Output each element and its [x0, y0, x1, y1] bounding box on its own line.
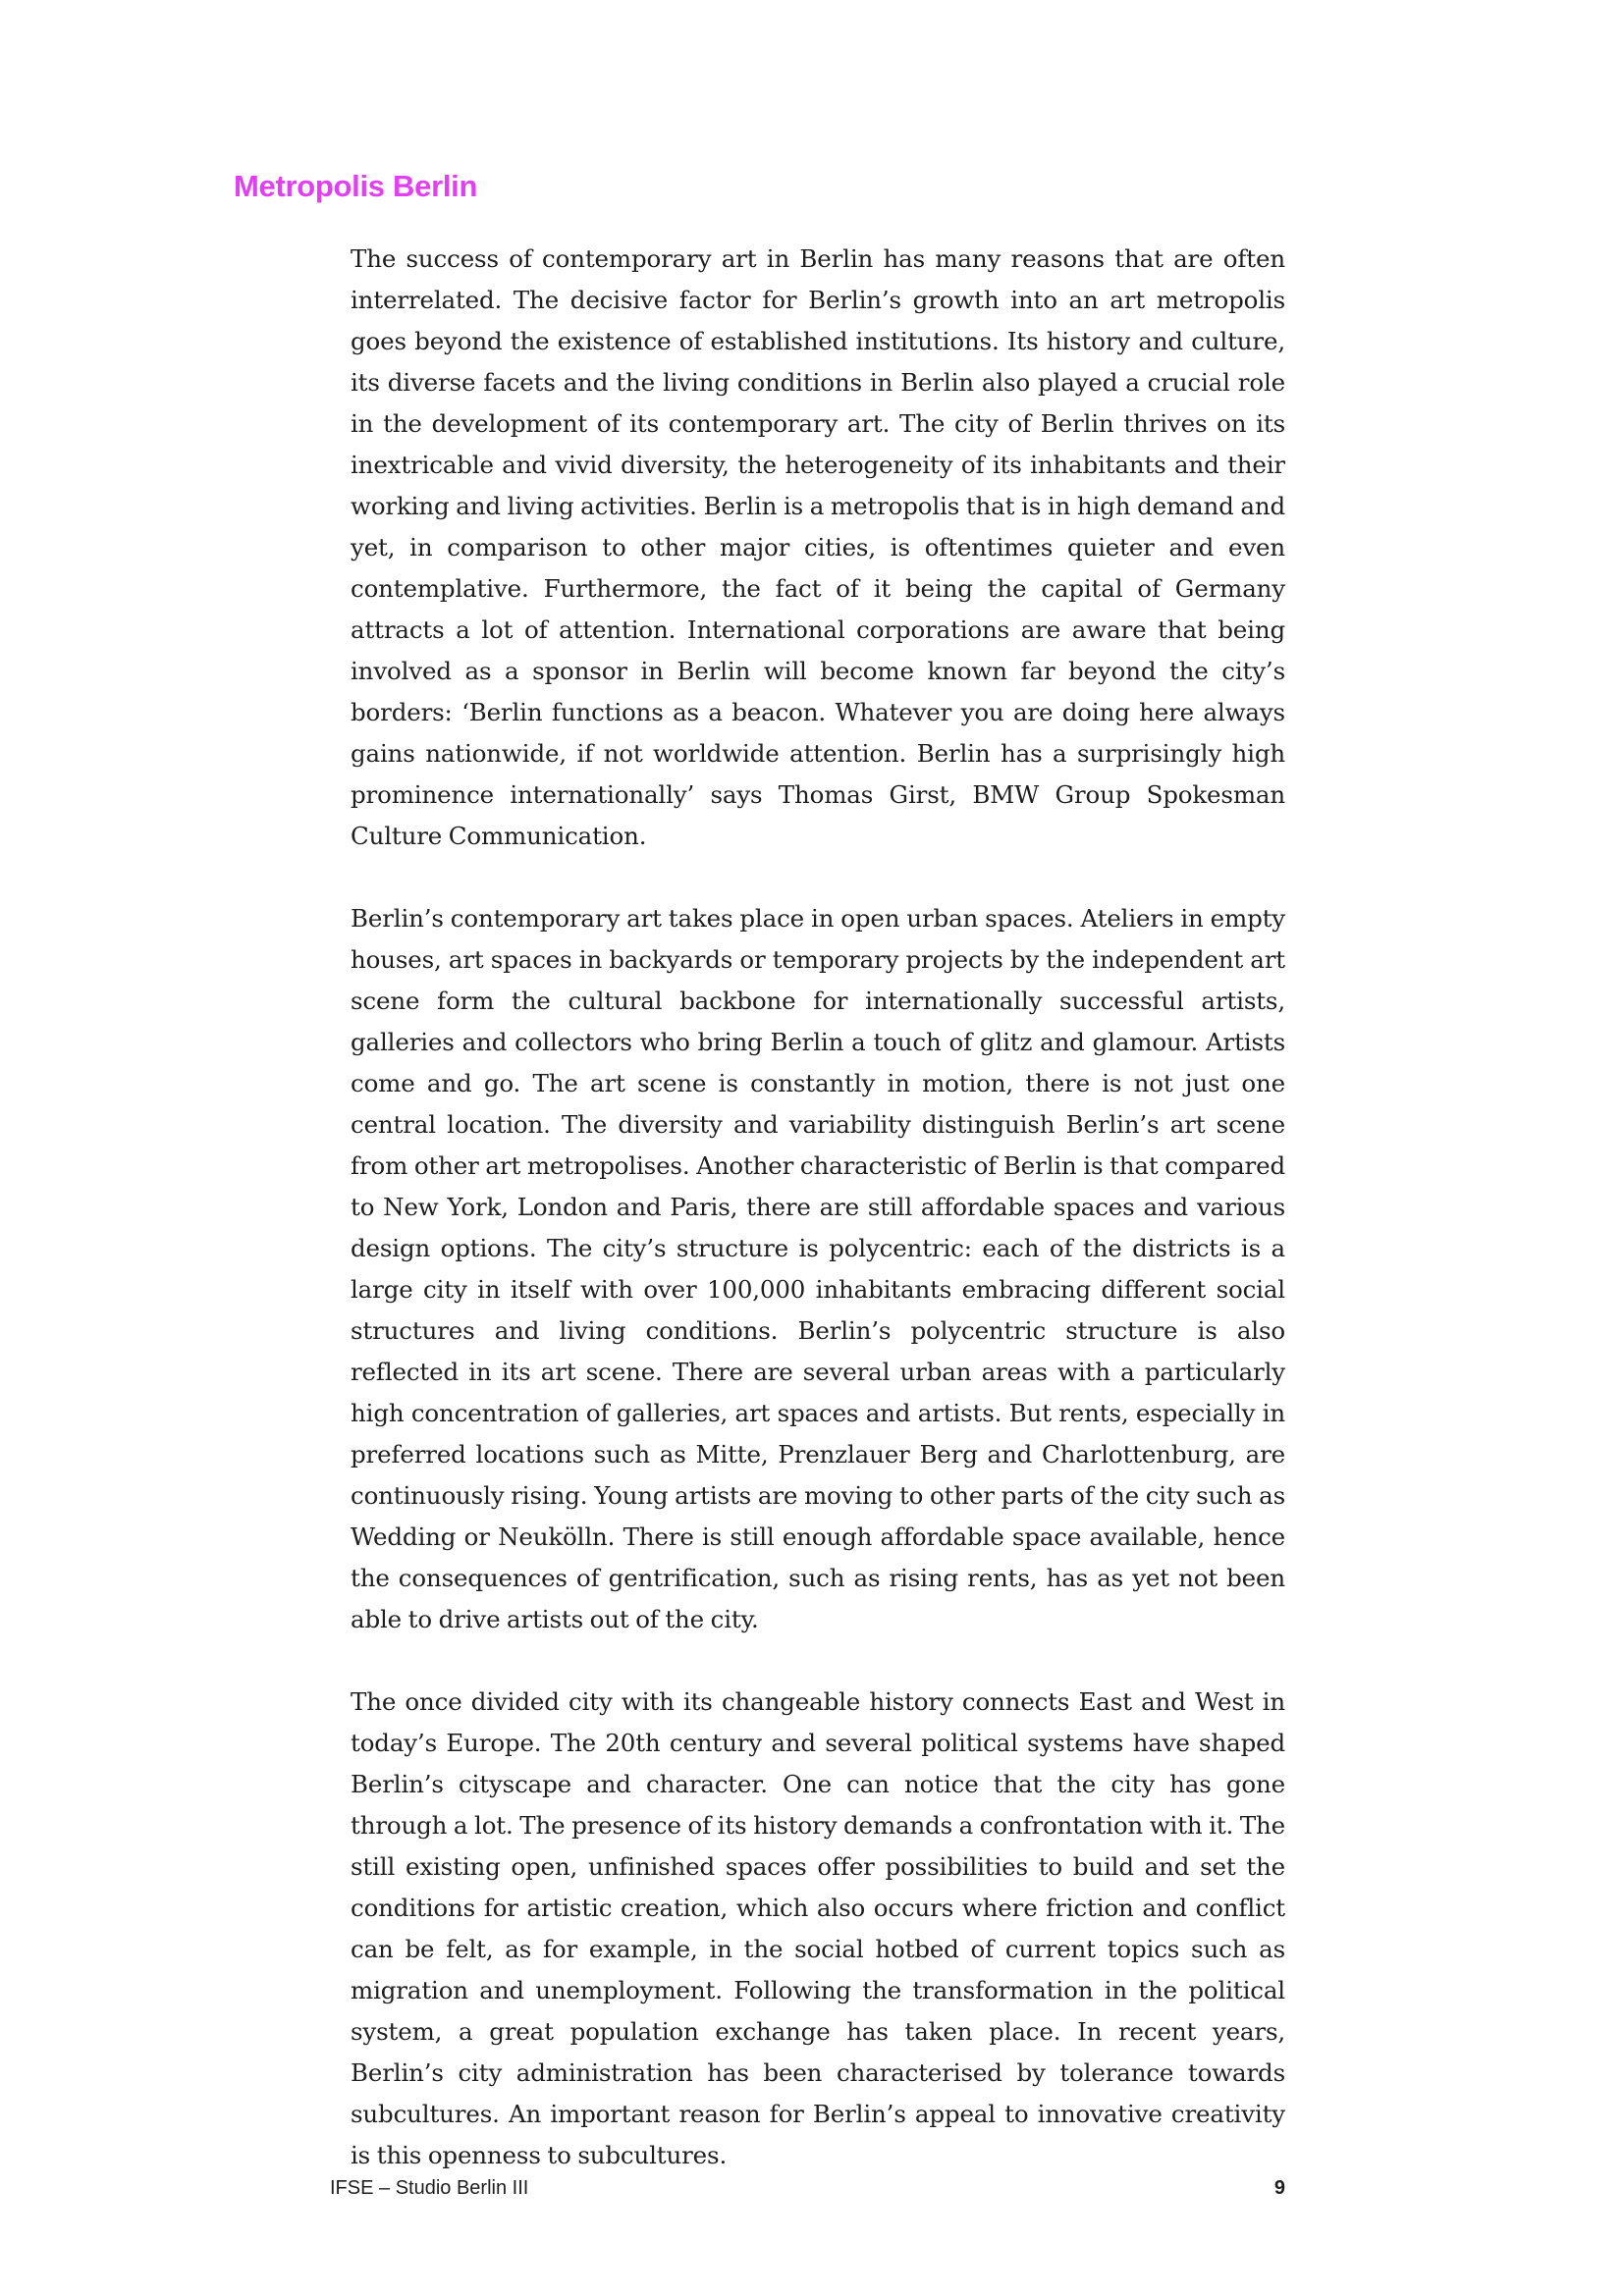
page-number: 9: [1273, 2177, 1285, 2199]
paragraph: Berlin’s contemporary art takes place in open urban spaces. Ateliers in empty houses, art spaces in backyards or temporary projects by the independent art scene form the cultural backbone for internationally successful artists, galleries and collectors who bring Berlin a touch of glitz and glamour. Artists come and go. The art scene is constantly in motion, there is not just one central location. The diversity and variability distinguish Berlin’s art scene from other art metropolises. Another characteristic of Berlin is that compared to New York, London and Paris, there are still affordable spaces and various design options. The city’s structure is polycentric: each of the districts is a large city in itself with over 100,000 inhabitants embracing different social structures and living conditions. Berlin’s polycentric structure is also reflected in its art scene. There are several urban areas with a particularly high concentration of galleries, art spaces and artists. But rents, especially in preferred locations such as Mitte, Prenzlauer Berg and Charlottenburg, are continuously rising. Young artists are moving to other parts of the city such as Wedding or Neukölln. There is still enough affordable space available, hence the consequences of gentrification, such as rising rents, has as yet not been able to drive artists out of the city.: [351, 904, 1285, 1633]
paragraph: The success of contemporary art in Berlin has many reasons that are often interrelated. The decisive factor for Berlin’s growth into an art metropolis goes beyond the existence of established institutions. Its history and culture, its diverse facets and the living conditions in Berlin also played a crucial role in the development of its contemporary art. The city of Berlin thrives on its inextricable and vivid diversity, the heterogeneity of its inhabitants and their working and living activities. Berlin is a metropolis that is in high demand and yet, in comparison to other major cities, is oftentimes quieter and even contemplative. Furthermore, the fact of it being the capital of Germany attracts a lot of attention. International corporations are aware that being involved as a sponsor in Berlin will become known far beyond the city’s borders: ‘Berlin functions as a beacon. Whatever you are doing here always gains nationwide, if not worldwide attention. Berlin has a surprisingly high prominence internationally’ says Thomas Girst, BMW Group Spokesman Culture Communication.: [351, 244, 1285, 850]
footer-publication-title: IFSE – Studio Berlin III: [330, 2177, 529, 2199]
paragraph: The once divided city with its changeable history connects East and West in today’s Europe. The 20th century and several political systems have shaped Berlin’s cityscape and character. One can notice that the city has gone through a lot. The presence of its history demands a confrontation with it. The still existing open, unfinished spaces offer possibilities to build and set the conditions for artistic creation, which also occurs where friction and conflict can be felt, as for example, in the social hotbed of current topics such as migration and unemployment. Following the transformation in the political system, a great population exchange has taken place. In recent years, Berlin’s city administration has been characterised by tolerance towards subcultures. An important reason for Berlin’s appeal to innovative creativity is this openness to subcultures.: [351, 1687, 1285, 2169]
section-heading: Metropolis Berlin: [234, 169, 478, 203]
body-text: [351, 239, 1285, 2217]
